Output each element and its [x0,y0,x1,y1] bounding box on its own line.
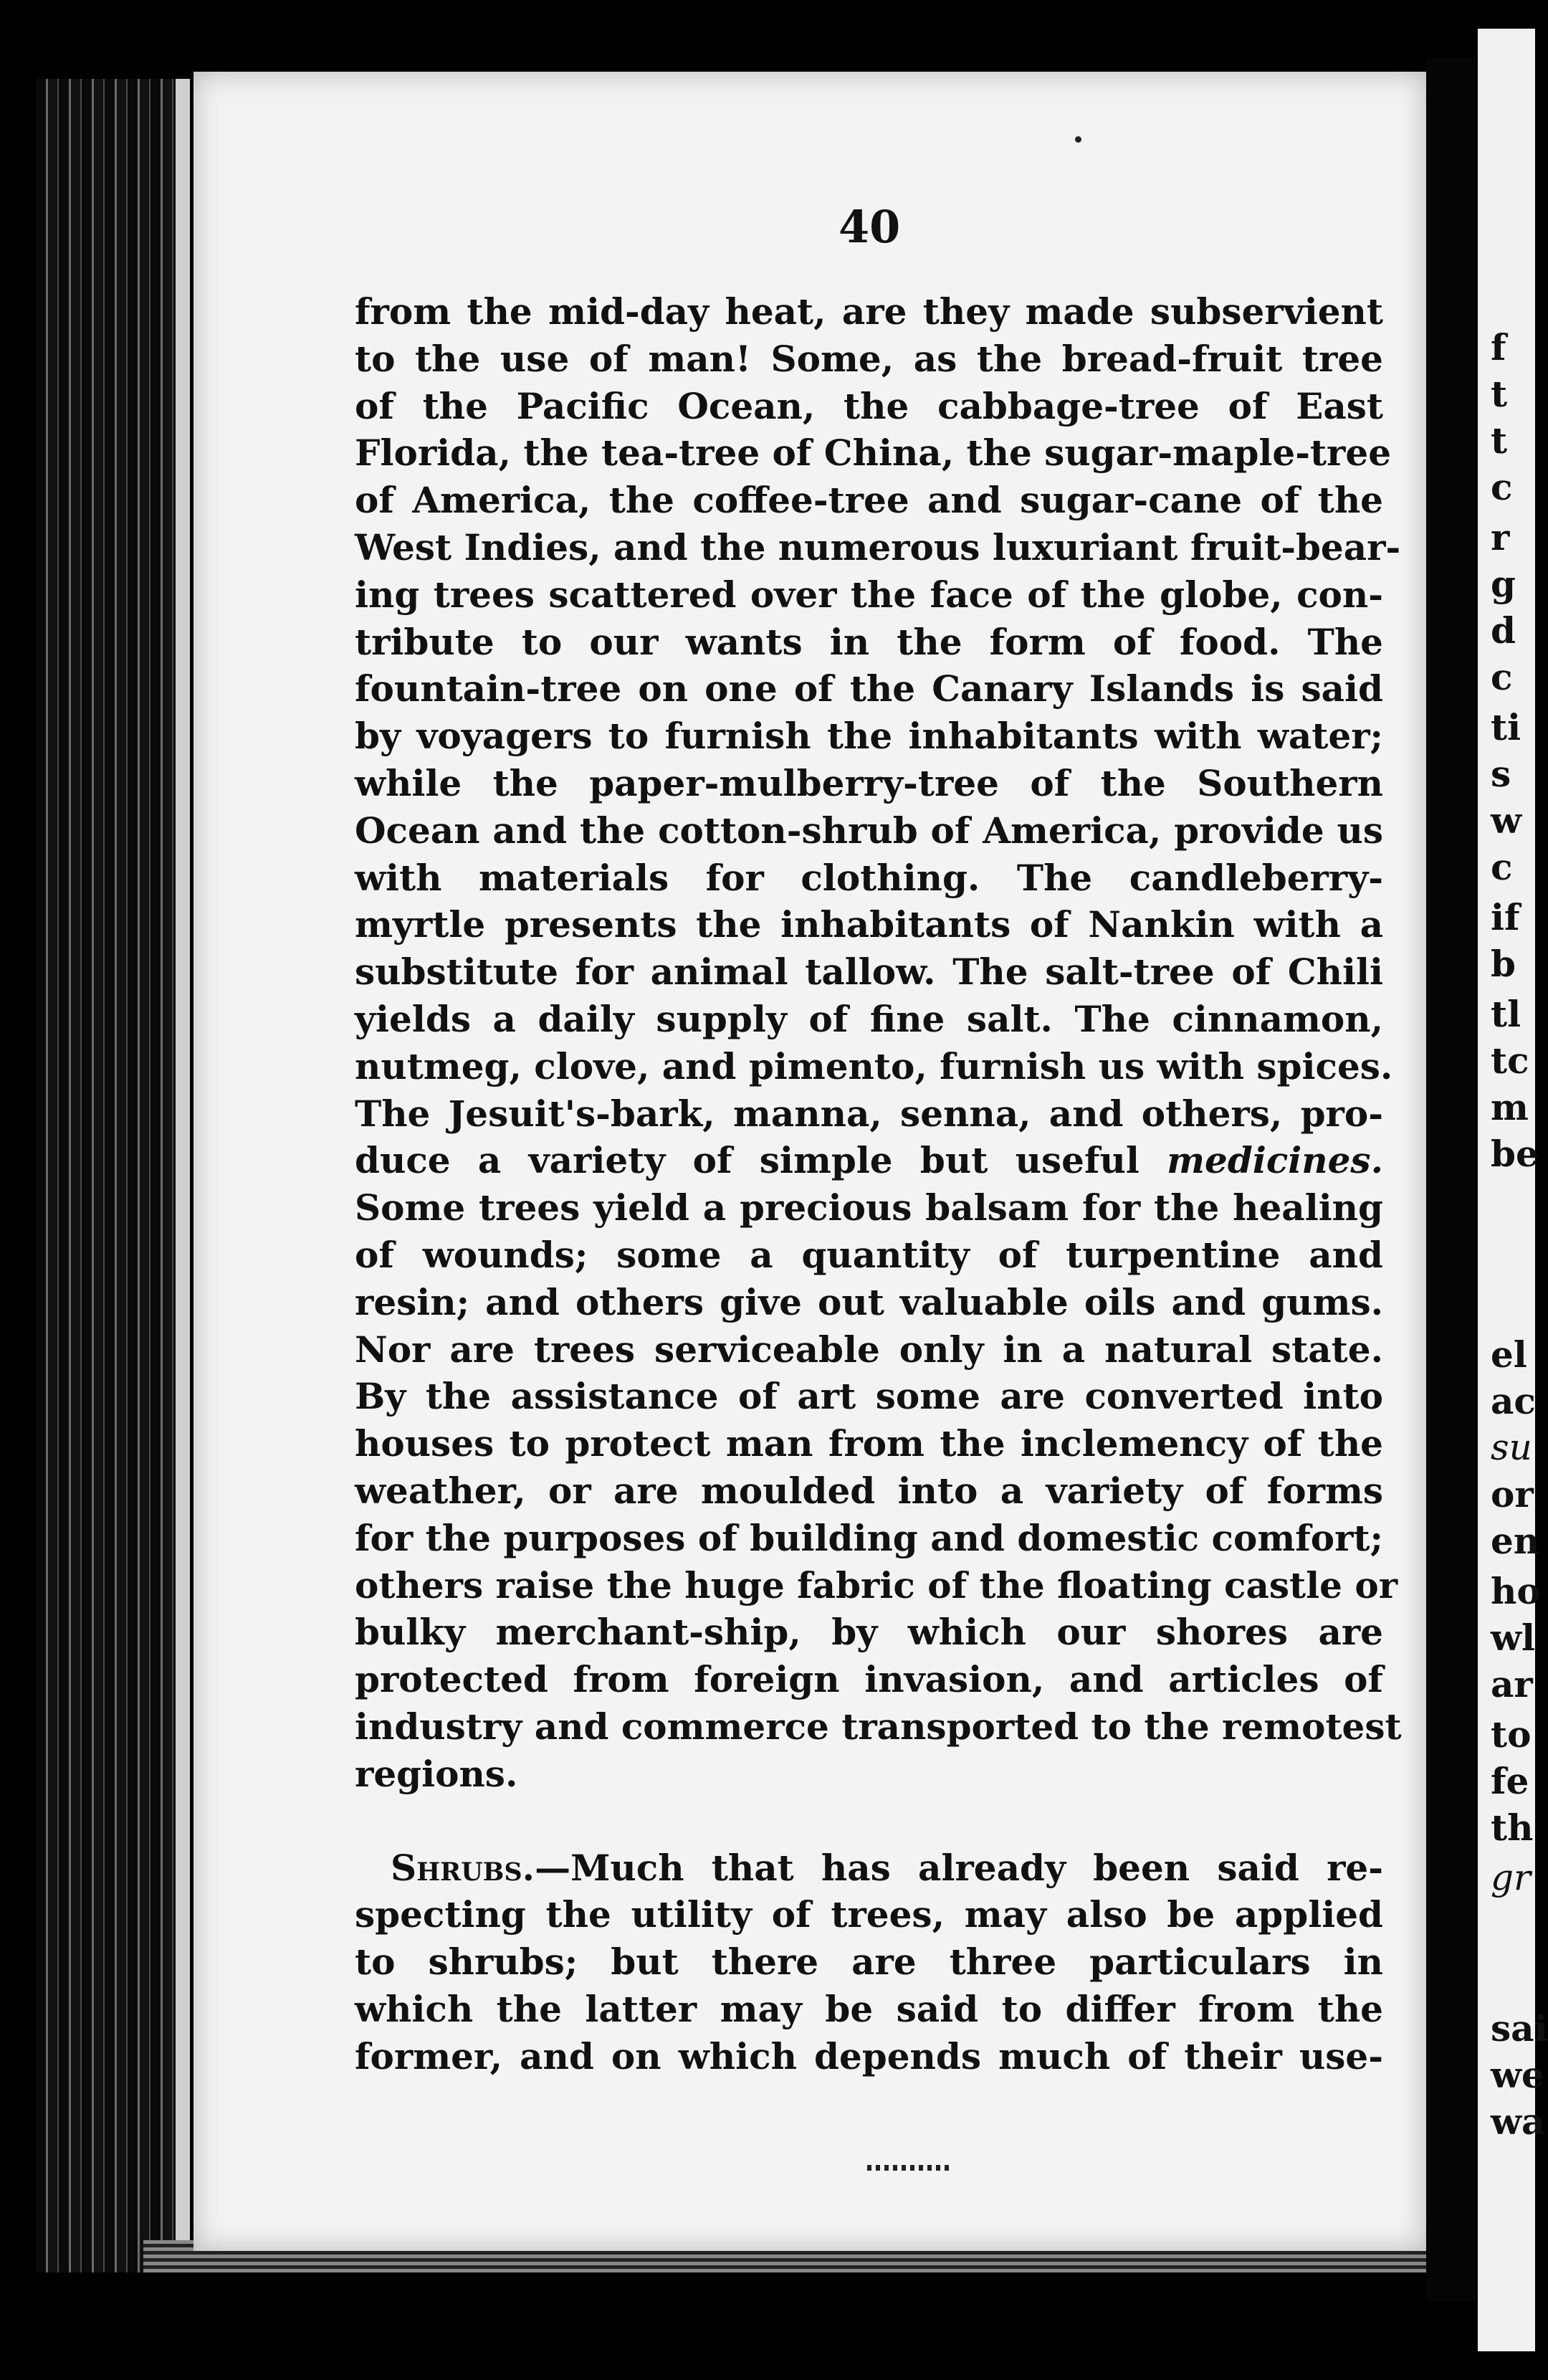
text-line: to the use of man! Some, as the bread-fruit tree [355,337,1383,380]
facing-page-fragment: w [1491,799,1522,842]
ink-speck [1075,136,1081,143]
text-line: former, and on which depends much of their use- [355,2034,1383,2077]
text-line: to shrubs; but there are three particulars in [355,1941,1383,1984]
facing-page-fragment: su [1491,1427,1532,1468]
text-line: substitute for animal tallow. The salt-tree of Chili [355,951,1383,994]
text-line: of the Pacific Ocean, the cabbage-tree of East [355,384,1383,427]
page-number: 40 [838,201,901,253]
text-line: The Jesuit's-bark, manna, senna, and others, pro- [355,1092,1383,1135]
facing-page-fragment: or [1491,1473,1534,1515]
text-segment: —Much that has already been said re- [535,1846,1383,1889]
facing-page-fragment: tl [1491,993,1521,1035]
text-line: by voyagers to furnish the inhabitants with water; [355,715,1383,758]
text-line: tribute to our wants in the form of food. The [355,620,1383,663]
facing-page-fragment: wl [1491,1617,1536,1659]
facing-page-fragment: ac [1491,1380,1536,1422]
facing-page-fragment: wa [1491,2100,1545,2143]
text-line: from the mid-day heat, are they made subservient [355,290,1383,333]
facing-page-fragment: s [1491,753,1511,795]
text-line: of wounds; some a quantity of turpentine and [355,1233,1383,1276]
text-line: fountain-tree on one of the Canary Islands is said [355,667,1383,710]
facing-page-fragment: f [1491,326,1506,368]
section-heading-line [355,1844,1383,1892]
text-line: Some trees yield a precious balsam for the healing [355,1186,1383,1229]
italic-word: medicines. [1167,1139,1383,1182]
facing-page-fragment: b [1491,943,1516,985]
text-line: Nor are trees serviceable only in a natural state. [355,1328,1383,1371]
text-line: industry and commerce transported to the remotest [355,1705,1402,1748]
text-line-with-italic [355,1137,1383,1184]
facing-page-fragment: tc [1491,1039,1529,1082]
text-line: of America, the coffee-tree and sugar-cane of the [355,479,1383,522]
facing-page [1478,29,1548,2351]
facing-page-fragment: c [1491,656,1513,698]
book-page-edges [36,79,190,2272]
facing-page-fragment: ho [1491,1570,1541,1612]
text-line: regions. [355,1752,518,1795]
facing-page-fragment: if [1491,896,1520,938]
facing-page-fragment: m [1491,1086,1529,1128]
facing-page-fragment: r [1491,516,1510,558]
facing-page-fragment: t [1491,373,1508,415]
text-segment: duce a variety of simple but useful [355,1139,1140,1182]
facing-page-fragment: we [1491,2054,1544,2096]
facing-page-fragment: ar [1491,1663,1533,1705]
facing-page-fragment: c [1491,466,1513,508]
facing-page-fragment: gr [1491,1857,1531,1898]
facing-page-fragment: g [1491,563,1516,605]
facing-page-fragment: be [1491,1133,1539,1175]
facing-page-fragment: en [1491,1520,1540,1562]
text-line: West Indies, and the numerous luxuriant fruit-bear- [355,525,1401,568]
text-line: myrtle presents the inhabitants of Nankin with a [355,903,1383,946]
facing-page-fragment: th [1491,1807,1534,1849]
print-mark [867,2165,953,2171]
facing-page-fragment: d [1491,609,1516,652]
text-line: while the paper-mulberry-tree of the Southern [355,761,1383,804]
text-line: for the purposes of building and domestic comfort; [355,1516,1383,1559]
text-line: Ocean and the cotton-shrub of America, provide us [355,809,1383,852]
text-line: protected from foreign invasion, and articles of [355,1658,1383,1701]
text-line: weather, or are moulded into a variety of forms [355,1469,1383,1512]
facing-page-fragment: sai [1491,2007,1548,2050]
text-line: By the assistance of art some are converted into [355,1375,1383,1418]
facing-page-fragment: t [1491,419,1508,462]
text-line: nutmeg, clove, and pimento, furnish us with spices. [355,1044,1393,1087]
text-line: specting the utility of trees, may also be applied [355,1893,1383,1936]
book-gutter [1426,57,1476,2301]
text-line: ing trees scattered over the face of the globe, con- [355,573,1383,616]
section-heading: Shrubs. [391,1846,535,1889]
facing-page-fragment: fe [1491,1760,1529,1802]
page-body [355,288,1402,2080]
text-line: yields a daily supply of fine salt. The cinnamon, [355,997,1383,1040]
text-line: others raise the huge fabric of the floating castle or [355,1563,1398,1606]
text-line: resin; and others give out valuable oils and gums. [355,1280,1383,1323]
facing-page-fragment: ti [1491,706,1521,748]
text-line: Florida, the tea-tree of China, the sugar-maple-tree [355,432,1392,475]
text-line: with materials for clothing. The candleberry- [355,856,1383,899]
text-line: bulky merchant-ship, by which our shores are [355,1611,1383,1654]
facing-page-fragment: el [1491,1333,1527,1376]
text-line: houses to protect man from the inclemency of the [355,1422,1383,1465]
text-line: which the latter may be said to differ from the [355,1987,1383,2030]
facing-page-fragment: c [1491,846,1513,888]
paragraph-gap [355,1798,1383,1844]
facing-page-fragment: to [1491,1713,1532,1756]
